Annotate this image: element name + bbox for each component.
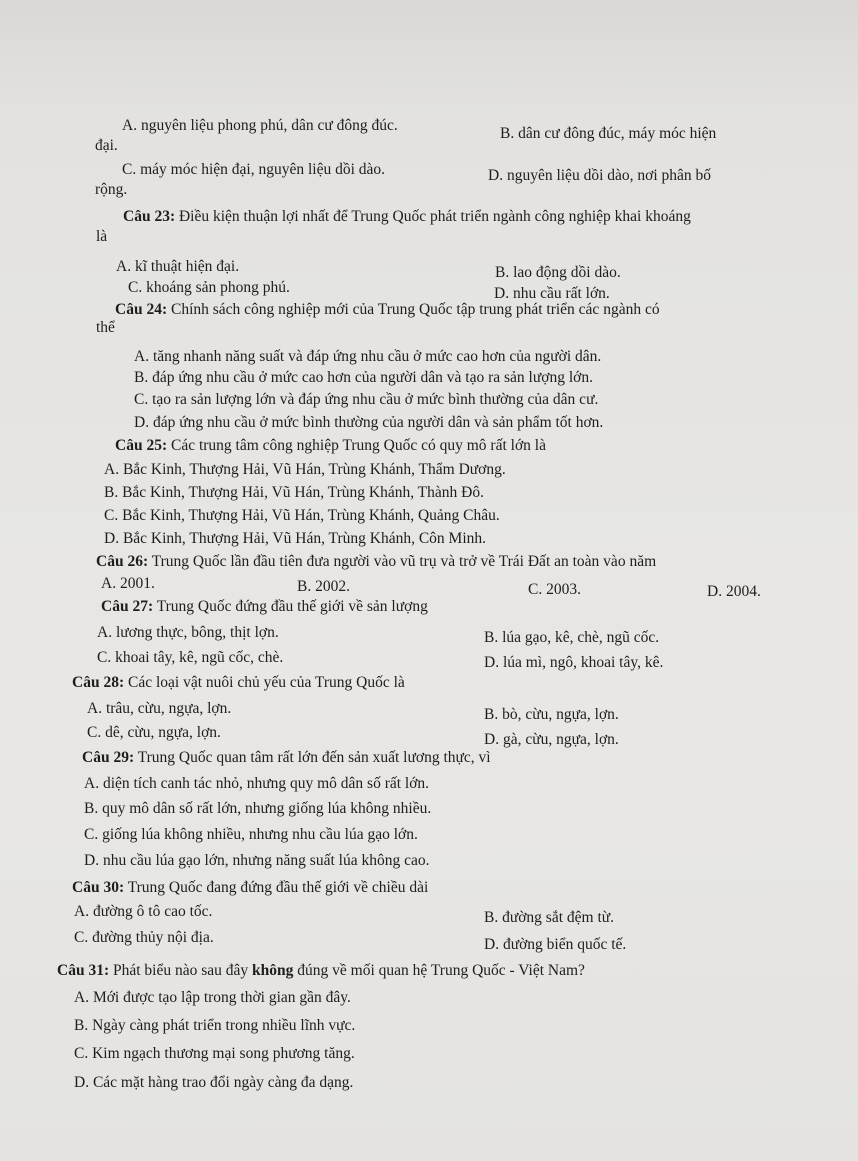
q30-option-c: C. đường thủy nội địa.	[74, 929, 214, 946]
q25-text: Các trung tâm công nghiệp Trung Quốc có quy mô rất lớn là	[167, 437, 546, 454]
q26-option-b: B. 2002.	[297, 578, 350, 595]
q24-stem	[115, 301, 660, 319]
q25-option-c: C. Bắc Kinh, Thượng Hải, Vũ Hán, Trùng Khánh, Quảng Châu.	[104, 507, 500, 524]
q23-label: Câu 23:	[123, 208, 176, 225]
q28-option-b: B. bò, cừu, ngựa, lợn.	[484, 706, 619, 723]
q29-text: Trung Quốc quan tâm rất lớn đến sản xuất lương thực, vì	[134, 749, 491, 766]
q23-option-a: A. kĩ thuật hiện đại.	[116, 258, 240, 275]
q28-text: Các loại vật nuôi chủ yếu của Trung Quốc là	[124, 674, 405, 691]
q26-option-d: D. 2004.	[707, 583, 761, 600]
q24-option-d: D. đáp ứng nhu cầu ở mức bình thường của người dân và sản phẩm tốt hơn.	[134, 414, 604, 431]
q24-stem-cont: thể	[96, 319, 115, 336]
q27-option-b: B. lúa gạo, kê, chè, ngũ cốc.	[484, 629, 660, 646]
q26-option-c: C. 2003.	[528, 581, 581, 598]
q31-stem	[57, 962, 585, 980]
q31-option-d: D. Các mặt hàng trao đổi ngày càng đa dạng.	[74, 1074, 354, 1091]
q27-text: Trung Quốc đứng đầu thế giới về sản lượng	[153, 598, 428, 615]
q27-option-d: D. lúa mì, ngô, khoai tây, kê.	[484, 654, 664, 671]
q31-text-2: đúng về mối quan hệ Trung Quốc - Việt Nam?	[293, 962, 585, 979]
q28-option-d: D. gà, cừu, ngựa, lợn.	[484, 731, 619, 748]
q26-option-a: A. 2001.	[101, 575, 155, 592]
q28-label: Câu 28:	[72, 674, 125, 691]
q22-option-d-cont: rộng.	[95, 181, 128, 198]
q23-stem	[123, 208, 691, 226]
q29-option-d: D. nhu cầu lúa gạo lớn, nhưng năng suất lúa không cao.	[84, 852, 430, 869]
q30-option-b: B. đường sắt đệm từ.	[484, 909, 615, 926]
q31-option-c: C. Kim ngạch thương mại song phương tăng.	[74, 1045, 355, 1062]
q30-text: Trung Quốc đang đứng đầu thế giới về chiều dài	[124, 879, 429, 896]
q31-negation: không	[252, 962, 294, 979]
q29-option-c: C. giống lúa không nhiều, nhưng nhu cầu lúa gạo lớn.	[84, 826, 418, 843]
q30-stem	[72, 879, 428, 897]
q24-text: Chính sách công nghiệp mới của Trung Quốc tập trung phát triển các ngành có	[167, 301, 660, 318]
q25-stem	[115, 437, 546, 455]
q29-label: Câu 29:	[82, 749, 135, 766]
q28-option-c: C. dê, cừu, ngựa, lợn.	[87, 724, 221, 741]
q26-label: Câu 26:	[96, 553, 149, 570]
q30-option-d: D. đường biển quốc tế.	[484, 936, 627, 953]
q27-option-a: A. lương thực, bông, thịt lợn.	[97, 624, 279, 641]
q23-text: Điều kiện thuận lợi nhất để Trung Quốc phát triển ngành công nghiệp khai khoáng	[175, 208, 691, 225]
q30-label: Câu 30:	[72, 879, 125, 896]
q25-option-a: A. Bắc Kinh, Thượng Hải, Vũ Hán, Trùng Khánh, Thẩm Dương.	[104, 461, 506, 478]
q26-stem	[96, 553, 656, 571]
q24-option-c: C. tạo ra sản lượng lớn và đáp ứng nhu cầu ở mức bình thường của dân cư.	[134, 391, 599, 408]
q27-stem	[101, 598, 428, 616]
q28-stem	[72, 674, 405, 692]
q24-label: Câu 24:	[115, 301, 168, 318]
q23-option-b: B. lao động dồi dào.	[495, 264, 621, 281]
q22-option-c: C. máy móc hiện đại, nguyên liệu dồi dào.	[122, 161, 386, 178]
q27-option-c: C. khoai tây, kê, ngũ cốc, chè.	[97, 649, 284, 666]
q28-option-a: A. trâu, cừu, ngựa, lợn.	[87, 700, 232, 717]
q31-option-b: B. Ngày càng phát triển trong nhiều lĩnh vực.	[74, 1017, 356, 1034]
q25-option-d: D. Bắc Kinh, Thượng Hải, Vũ Hán, Trùng Khánh, Côn Minh.	[104, 530, 486, 547]
q31-option-a: A. Mới được tạo lập trong thời gian gần đây.	[74, 989, 351, 1006]
q31-label: Câu 31:	[57, 962, 110, 979]
q25-option-b: B. Bắc Kinh, Thượng Hải, Vũ Hán, Trùng Khánh, Thành Đô.	[104, 484, 484, 501]
q30-option-a: A. đường ô tô cao tốc.	[74, 903, 213, 920]
q29-option-b: B. quy mô dân số rất lớn, nhưng giống lúa không nhiều.	[84, 800, 432, 817]
q22-option-d: D. nguyên liệu dồi dào, nơi phân bố	[488, 167, 712, 184]
q24-option-b: B. đáp ứng nhu cầu ở mức cao hơn của người dân và tạo ra sản lượng lớn.	[134, 369, 593, 386]
q23-stem-cont: là	[96, 228, 108, 245]
q22-option-a: A. nguyên liệu phong phú, dân cư đông đúc.	[122, 117, 398, 134]
q31-text-1: Phát biểu nào sau đây	[109, 962, 253, 979]
q22-option-b: B. dân cư đông đúc, máy móc hiện	[500, 125, 717, 142]
q29-stem	[82, 749, 491, 767]
q24-option-a: A. tăng nhanh năng suất và đáp ứng nhu cầu ở mức cao hơn của người dân.	[134, 348, 602, 365]
q23-option-d: D. nhu cầu rất lớn.	[494, 285, 610, 302]
q27-label: Câu 27:	[101, 598, 154, 615]
q29-option-a: A. diện tích canh tác nhỏ, nhưng quy mô dân số rất lớn.	[84, 775, 430, 792]
q25-label: Câu 25:	[115, 437, 168, 454]
q22-option-b-cont: đại.	[95, 137, 118, 154]
q26-text: Trung Quốc lần đầu tiên đưa người vào vũ trụ và trở về Trái Đất an toàn vào năm	[148, 553, 657, 570]
q23-option-c: C. khoáng sản phong phú.	[128, 279, 290, 296]
